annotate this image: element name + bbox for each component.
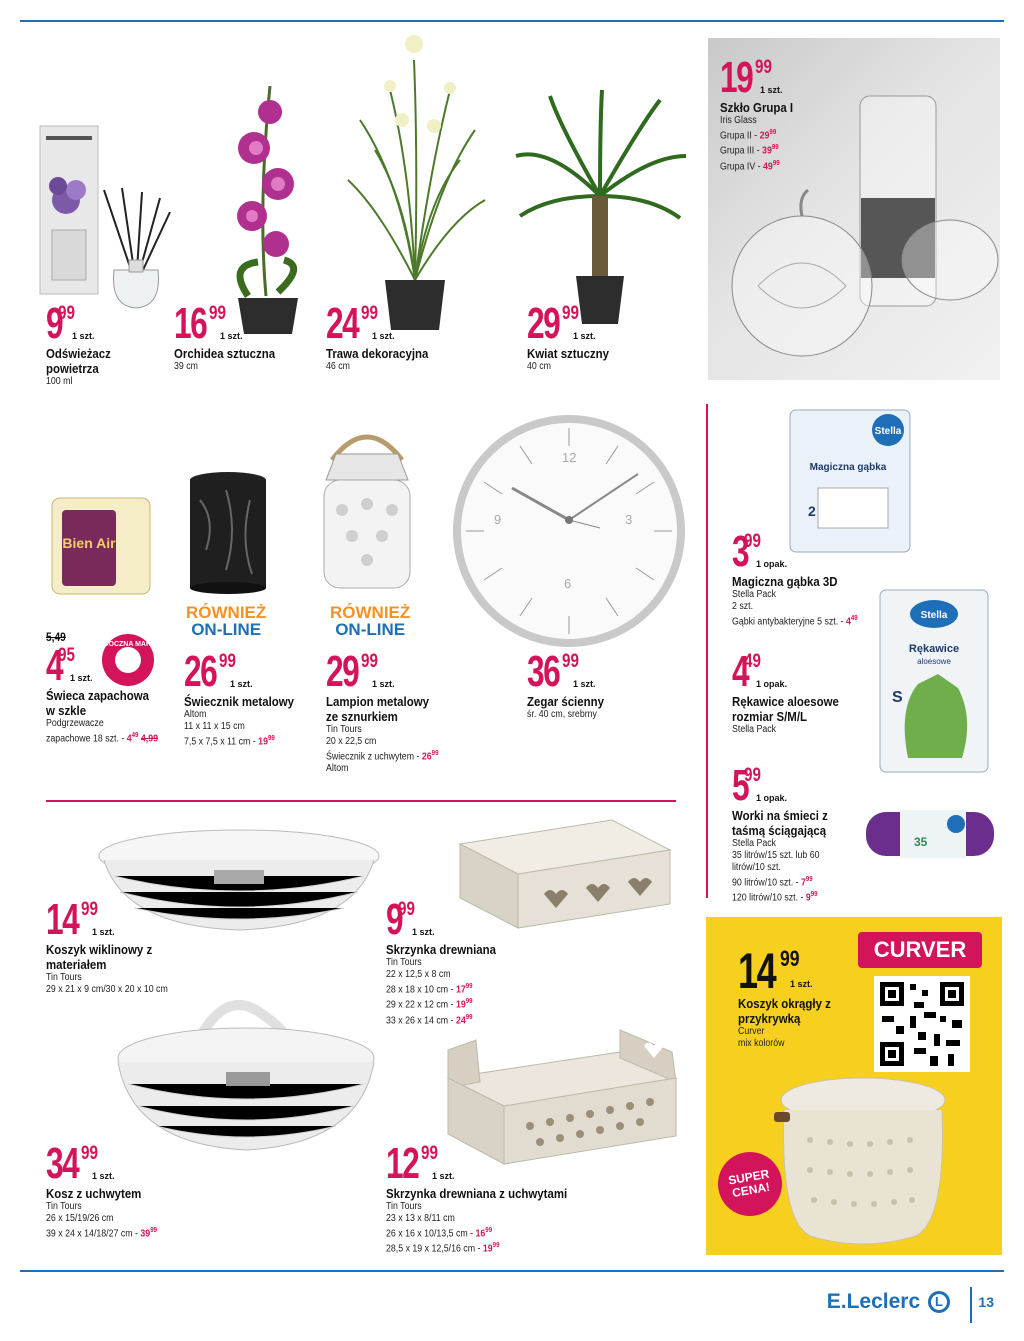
product-desc: 46 cm xyxy=(326,361,350,372)
pack-title: Magiczna gąbka xyxy=(809,462,887,473)
option-price: 17 xyxy=(455,984,466,996)
price-integer: 36 xyxy=(527,647,560,696)
price-integer: 29 xyxy=(527,299,560,348)
logo-mark-icon: L xyxy=(928,1291,950,1313)
option-price-decimal: 99 xyxy=(769,129,777,136)
option-label: 28,5 x 19 x 12,5/16 cm - xyxy=(386,1243,483,1255)
product-desc: Stella Pack xyxy=(732,589,777,600)
product-clock[interactable] xyxy=(527,647,727,721)
product-option xyxy=(386,996,562,1011)
product-desc: Tin Tours xyxy=(386,957,422,968)
price-decimal: 99 xyxy=(80,899,98,920)
product-option xyxy=(720,158,896,173)
option-label: Gąbki antybakteryjne 5 szt. - xyxy=(732,616,846,628)
option-price-decimal: 99 xyxy=(150,1227,158,1234)
product-desc: Curver xyxy=(738,1026,765,1037)
option-label: Świecznik z uchwytem - xyxy=(326,751,422,763)
product-grass[interactable] xyxy=(326,299,526,373)
product-desc: Podgrzewacze xyxy=(46,718,104,729)
product-desc: 2 szt. xyxy=(732,601,754,612)
option-label: 7,5 x 7,5 x 11 cm - xyxy=(184,736,259,748)
product-option xyxy=(386,1225,562,1240)
option-label: 120 litrów/10 szt. - xyxy=(732,892,806,904)
option-label: Grupa III - xyxy=(720,145,763,157)
option-price: 39 xyxy=(140,1228,151,1240)
product-wooden-box-handles[interactable] xyxy=(386,1139,626,1256)
price-decimal: 99 xyxy=(561,651,579,672)
option-price-decimal: 99 xyxy=(810,891,818,899)
clock-numeral-9: 9 xyxy=(494,512,502,527)
option-price: 19 xyxy=(258,736,268,748)
product-option xyxy=(386,981,562,996)
price-decimal: 99 xyxy=(420,1143,438,1164)
option-price-decimal: 99 xyxy=(465,998,473,1006)
product-desc: 23 x 13 x 8/11 cm xyxy=(386,1213,455,1224)
clock-numeral-12: 12 xyxy=(562,450,577,465)
option-price: 16 xyxy=(475,1228,486,1240)
option-old-price: 4,99 xyxy=(140,733,159,745)
price-integer: 34 xyxy=(46,1139,79,1188)
price-decimal: 95 xyxy=(58,645,76,666)
candle-brand-text: Bien Air xyxy=(62,535,116,551)
option-label: Grupa IV - xyxy=(720,160,764,172)
product-name: Skrzynka drewniana z uchwytami xyxy=(386,1186,568,1201)
pack-title: Rękawice xyxy=(908,643,960,655)
pack-brand: Stella xyxy=(874,426,902,437)
price-integer: 16 xyxy=(174,299,207,348)
price-decimal: 99 xyxy=(58,303,76,324)
option-price-decimal: 99 xyxy=(772,159,780,167)
price-integer: 9 xyxy=(386,895,403,944)
product-option xyxy=(386,1240,562,1255)
price-unit: 1 szt. xyxy=(92,1171,115,1181)
product-desc: 11 x 11 x 15 cm xyxy=(184,721,245,732)
price-integer: 4 xyxy=(46,641,63,690)
price xyxy=(46,1139,246,1188)
product-desc: 26 x 15/19/26 cm xyxy=(46,1213,114,1224)
product-option xyxy=(732,889,908,904)
product-name: Świecznik metalowy xyxy=(184,694,294,709)
price-decimal: 99 xyxy=(360,303,378,324)
product-desc: Tin Tours xyxy=(46,1201,82,1212)
option-price: 26 xyxy=(421,751,432,763)
price-unit: 1 opak. xyxy=(756,559,788,569)
product-desc: 29 x 21 x 9 cm/30 x 20 x 10 cm xyxy=(46,984,168,995)
product-option xyxy=(720,142,896,157)
price-integer: 24 xyxy=(326,299,359,348)
price-decimal: 99 xyxy=(398,899,416,920)
orchid-image xyxy=(218,66,318,336)
price-integer: 29 xyxy=(326,647,359,696)
price-unit: 1 szt. xyxy=(92,927,115,937)
price xyxy=(46,895,246,944)
option-price-decimal: 99 xyxy=(805,876,813,883)
option-price: 4 xyxy=(126,733,132,745)
option-label: 39 x 24 x 14/18/27 cm - xyxy=(46,1228,141,1240)
product-trash-bags[interactable] xyxy=(732,761,932,905)
price-unit: 1 opak. xyxy=(756,679,788,689)
product-option xyxy=(720,127,896,142)
old-price: 5,49 xyxy=(46,630,66,644)
product-name: Kwiat sztuczny xyxy=(527,346,610,361)
handle-basket-image xyxy=(112,994,380,1154)
product-handle-basket[interactable] xyxy=(46,1139,246,1240)
price-unit: 1 szt. xyxy=(573,679,596,689)
online-badge-top: RÓWNIEŻ xyxy=(186,603,267,622)
product-desc: Altom xyxy=(184,709,207,720)
price-integer: 4 xyxy=(732,647,749,696)
price-unit: 1 opak. xyxy=(756,793,788,803)
price-unit: 1 szt. xyxy=(220,331,243,341)
product-name: Lampion metalowy ze sznurkiem xyxy=(326,694,429,724)
product-name: Kosz z uchwytem xyxy=(46,1186,142,1201)
badge-text: WIDOCZNA MARKA xyxy=(94,641,162,648)
product-desc: Stella Pack xyxy=(732,838,777,849)
price-decimal: 99 xyxy=(80,1143,98,1164)
price-decimal: 99 xyxy=(360,651,378,672)
product-desc: litrów/10 szt. xyxy=(732,862,781,873)
logo-text: E.Leclerc xyxy=(826,1290,921,1313)
product-desc: 22 x 12,5 x 8 cm xyxy=(386,969,451,980)
product-name: Odświeżacz powietrza xyxy=(46,346,111,376)
product-desc: Altom xyxy=(326,763,349,775)
option-label: 28 x 18 x 10 cm - xyxy=(386,984,456,996)
price-decimal: 99 xyxy=(744,531,762,552)
price-unit: 1 szt. xyxy=(760,85,783,95)
option-price: 24 xyxy=(455,1014,466,1026)
clock-numeral-3: 3 xyxy=(625,512,633,527)
option-label: 90 litrów/10 szt. - xyxy=(732,877,801,889)
price-integer: 14 xyxy=(46,895,79,944)
product-wicker-basket[interactable] xyxy=(46,895,246,996)
product-name: Worki na śmieci z taśmą ściągającą xyxy=(732,808,828,838)
product-name: Rękawice aloesowe rozmiar S/M/L xyxy=(732,694,839,724)
product-desc: 39 cm xyxy=(174,361,198,372)
price-unit: 1 szt. xyxy=(790,979,813,989)
curver-basket-image xyxy=(770,1070,956,1250)
super-price-text: SUPER CENA! xyxy=(727,1166,771,1201)
price-integer: 19 xyxy=(720,53,753,102)
price-decimal: 99 xyxy=(779,946,800,971)
candleholder-image xyxy=(186,470,270,594)
pack-brand: Stella xyxy=(920,610,948,621)
price-integer: 14 xyxy=(738,943,776,999)
product-desc: śr. 40 cm, srebrny xyxy=(527,709,597,720)
option-label: 33 x 26 x 14 cm - xyxy=(386,1014,456,1026)
product-curver-basket[interactable] xyxy=(738,943,938,1050)
product-desc: 100 ml xyxy=(46,376,73,387)
price xyxy=(720,53,920,102)
online-badge xyxy=(186,604,266,638)
option-price: 19 xyxy=(455,999,466,1011)
product-name: Świeca zapachowa w szkle xyxy=(46,688,150,718)
online-badge-bottom: ON-LINE xyxy=(335,620,406,639)
option-label: zapachowe 18 szt. - xyxy=(46,733,127,745)
top-rule xyxy=(20,20,1004,22)
price xyxy=(732,761,932,810)
lantern-image xyxy=(312,420,422,596)
price-decimal: 49 xyxy=(744,651,762,672)
price-unit: 1 szt. xyxy=(230,679,253,689)
price xyxy=(732,647,932,696)
option-price: 49 xyxy=(763,160,773,172)
product-name: Trawa dekoracyjna xyxy=(326,346,429,361)
option-price-decimal: 99 xyxy=(465,1013,473,1021)
option-price-decimal: 49 xyxy=(131,732,139,739)
product-name: Magiczna gąbka 3D xyxy=(732,574,838,589)
option-price-decimal: 99 xyxy=(267,735,275,742)
bottom-rule xyxy=(20,1270,1004,1272)
option-price-decimal: 99 xyxy=(771,144,779,152)
grass-image xyxy=(340,30,490,340)
product-glass[interactable] xyxy=(720,53,920,173)
section-divider xyxy=(46,800,676,802)
product-name: Zegar ścienny xyxy=(527,694,604,709)
option-price-decimal: 99 xyxy=(431,750,439,757)
price xyxy=(386,1139,626,1188)
option-label: Grupa II - xyxy=(720,130,760,142)
product-desc: 35 litrów/15 szt. lub 60 xyxy=(732,850,820,861)
palm-image xyxy=(510,86,690,326)
price-decimal: 99 xyxy=(754,57,772,78)
product-gloves[interactable] xyxy=(732,647,932,736)
product-option xyxy=(732,874,908,889)
product-desc: Tin Tours xyxy=(326,724,362,735)
option-price: 39 xyxy=(762,145,772,157)
product-desc: 20 x 22,5 cm xyxy=(326,736,377,747)
online-badge-bottom: ON-LINE xyxy=(191,620,262,639)
product-name: Orchidea sztuczna xyxy=(174,346,276,361)
product-name: Koszyk wiklinowy z materiałem xyxy=(46,942,153,972)
price-unit: 1 szt. xyxy=(372,679,395,689)
price-unit: 1 szt. xyxy=(372,331,395,341)
option-label: 26 x 16 x 10/13,5 cm - xyxy=(386,1228,476,1240)
product-desc: Tin Tours xyxy=(46,972,82,983)
pack-subtitle: aloesowe xyxy=(917,657,951,666)
product-desc: 40 cm xyxy=(527,361,551,372)
product-option xyxy=(46,1225,222,1240)
option-price-decimal: 99 xyxy=(465,983,473,990)
online-badge xyxy=(330,604,410,638)
page-number: 13 xyxy=(978,1294,994,1310)
candle-image xyxy=(48,490,154,598)
price-decimal: 99 xyxy=(744,765,762,786)
product-desc: Tin Tours xyxy=(386,1201,422,1212)
price-unit: 1 szt. xyxy=(72,331,95,341)
price-integer: 12 xyxy=(386,1139,419,1188)
product-lantern[interactable] xyxy=(326,647,526,775)
price-integer: 3 xyxy=(732,527,749,576)
diffuser-image xyxy=(36,120,176,320)
product-desc: Stella Pack xyxy=(732,724,777,735)
price xyxy=(527,299,727,348)
option-price-decimal: 99 xyxy=(485,1227,493,1234)
price xyxy=(326,647,526,696)
price-integer: 5 xyxy=(732,761,749,810)
price-unit: 1 szt. xyxy=(573,331,596,341)
price xyxy=(326,299,526,348)
price-integer: 26 xyxy=(184,647,217,696)
option-price: 7 xyxy=(800,877,806,889)
price xyxy=(732,527,932,576)
price-integer: 9 xyxy=(46,299,63,348)
product-desc: Iris Glass xyxy=(720,115,757,126)
price xyxy=(527,647,727,696)
leclerc-logo xyxy=(827,1290,950,1314)
option-label: 29 x 22 x 12 cm - xyxy=(386,999,456,1011)
product-name: Koszyk okrągły z przykrywką xyxy=(738,996,831,1026)
option-price: 29 xyxy=(759,130,770,142)
pack-count: 2 xyxy=(808,503,816,519)
price-decimal: 99 xyxy=(561,303,579,324)
product-name: Szkło Grupa I xyxy=(720,100,794,115)
option-price: 4 xyxy=(845,616,851,628)
price xyxy=(386,895,586,944)
clock-numeral-6: 6 xyxy=(564,576,572,591)
price-decimal: 99 xyxy=(218,651,236,672)
price-unit: 1 szt. xyxy=(70,673,93,683)
pack-size: S xyxy=(892,689,903,706)
product-palm[interactable] xyxy=(527,299,727,373)
price-unit: 1 szt. xyxy=(412,927,435,937)
online-badge-top: RÓWNIEŻ xyxy=(330,603,411,622)
footer-separator xyxy=(970,1287,972,1323)
pack-count: 35 xyxy=(914,835,928,849)
product-name: Skrzynka drewniana xyxy=(386,942,496,957)
option-price: 19 xyxy=(482,1243,493,1255)
option-price-decimal: 49 xyxy=(850,615,858,622)
price-unit: 1 szt. xyxy=(432,1171,455,1181)
product-desc: mix kolorów xyxy=(738,1038,785,1049)
price-decimal: 99 xyxy=(208,303,226,324)
curver-brand: CURVER xyxy=(858,932,982,968)
product-wooden-box[interactable] xyxy=(386,895,586,1027)
clock-image xyxy=(450,412,688,650)
option-price-decimal: 99 xyxy=(492,1242,500,1250)
option-price: 9 xyxy=(805,892,811,904)
product-option xyxy=(326,748,502,763)
